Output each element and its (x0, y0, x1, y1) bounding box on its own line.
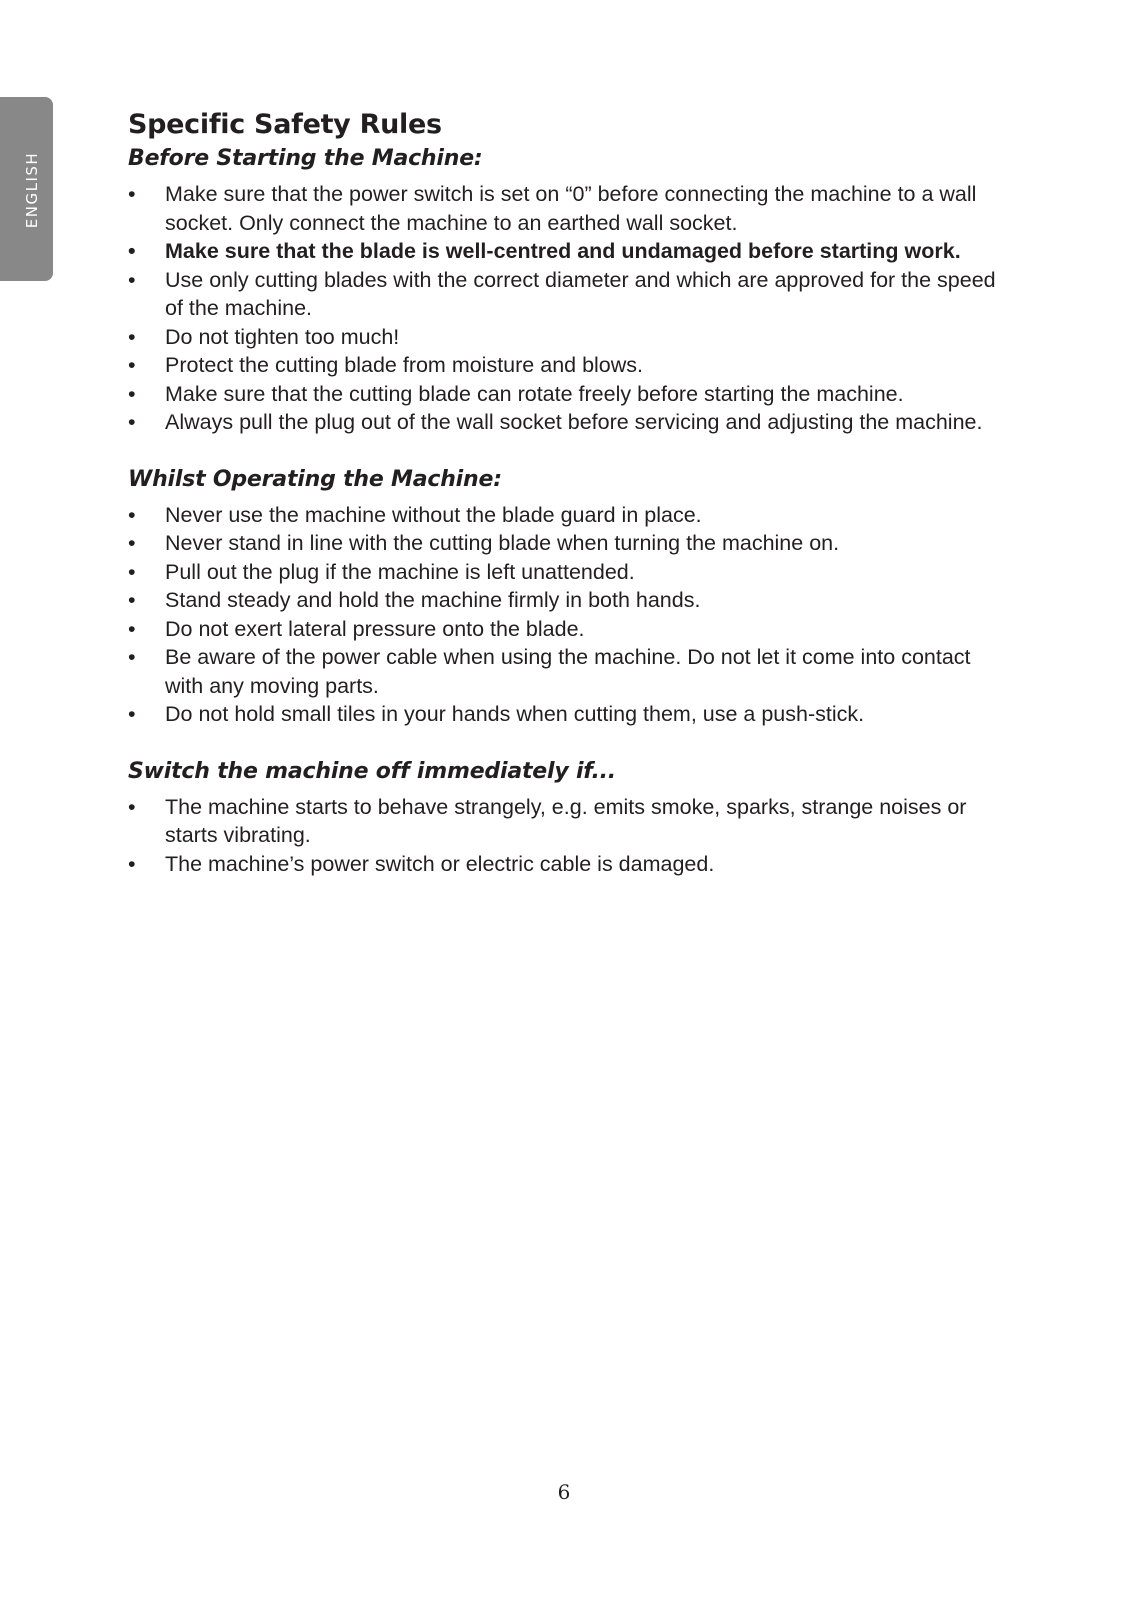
list-item-text: Be aware of the power cable when using the machine. Do not let it come into contact with any moving parts. (165, 645, 971, 698)
list-item (128, 615, 1008, 644)
list-item (128, 351, 1008, 380)
list-item-text: Protect the cutting blade from moisture and blows. (165, 353, 644, 377)
list-item (128, 380, 1008, 409)
list-item-text: Always pull the plug out of the wall socket before servicing and adjusting the machine. (165, 410, 983, 434)
bullet-icon: • (128, 381, 136, 406)
list-item-text: Do not exert lateral pressure onto the blade. (165, 616, 585, 641)
list-item-text: The machine starts to behave strangely, e.g. emits smoke, sparks, strange noises or starts vibrating. (165, 794, 967, 847)
bullet-icon: • (128, 182, 136, 206)
list-item (128, 323, 1008, 352)
page-content (128, 106, 1008, 878)
page-title: Specific Safety Rules (128, 109, 442, 140)
bullet-icon: • (128, 267, 136, 292)
section-heading-before-starting: Before Starting the Machine: (128, 146, 483, 171)
list-item-text: Pull out the plug if the machine is left unattended. (165, 559, 635, 584)
bullet-icon: • (128, 794, 136, 819)
rules-list-before-starting (128, 180, 1008, 437)
bullet-icon: • (128, 502, 136, 527)
bullet-icon: • (128, 616, 136, 641)
list-item (128, 237, 1008, 266)
list-item-text: Make sure that the cutting blade can rotate freely before starting the machine. (165, 381, 904, 406)
list-item (128, 529, 1008, 558)
list-item-text: Stand steady and hold the machine firmly in both hands. (165, 588, 701, 612)
bullet-icon: • (128, 645, 136, 669)
list-item (128, 586, 1008, 615)
bullet-icon: • (128, 239, 136, 263)
bullet-icon: • (128, 588, 136, 612)
list-item (128, 266, 1008, 323)
bullet-icon: • (128, 410, 136, 434)
bullet-icon: • (128, 324, 136, 349)
list-item-text: Make sure that the power switch is set on “0” before connecting the machine to a wall socket. Only connect the machine to an earthed wall socket. (165, 182, 977, 235)
bullet-icon: • (128, 353, 136, 377)
rules-list-whilst-operating (128, 501, 1008, 729)
list-item (128, 558, 1008, 587)
list-item (128, 850, 1008, 879)
list-item-text: Never use the machine without the blade guard in place. (165, 502, 702, 527)
list-item (128, 643, 1008, 700)
list-item-text: The machine’s power switch or electric cable is damaged. (165, 851, 715, 876)
list-item-text: Do not tighten too much! (165, 324, 400, 349)
rules-list-switch-off (128, 793, 1008, 879)
list-item (128, 793, 1008, 850)
list-item (128, 408, 1008, 437)
bullet-icon: • (128, 531, 136, 555)
section-heading-whilst-operating: Whilst Operating the Machine: (128, 466, 502, 492)
list-item (128, 180, 1008, 237)
section-heading-switch-off: Switch the machine off immediately if... (128, 758, 616, 784)
language-tab-label: ENGLISH (23, 151, 41, 229)
list-item-text: Make sure that the blade is well-centred and undamaged before starting work. (165, 239, 961, 263)
bullet-icon: • (128, 702, 136, 726)
bullet-icon: • (128, 559, 136, 584)
list-item-text: Do not hold small tiles in your hands when cutting them, use a push-stick. (165, 702, 865, 726)
list-item (128, 700, 1008, 729)
list-item-text: Use only cutting blades with the correct diameter and which are approved for the speed of the machine. (165, 267, 996, 320)
list-item-text: Never stand in line with the cutting blade when turning the machine on. (165, 531, 840, 555)
list-item (128, 501, 1008, 530)
page-number: 6 (557, 1480, 571, 1504)
bullet-icon: • (128, 851, 136, 876)
